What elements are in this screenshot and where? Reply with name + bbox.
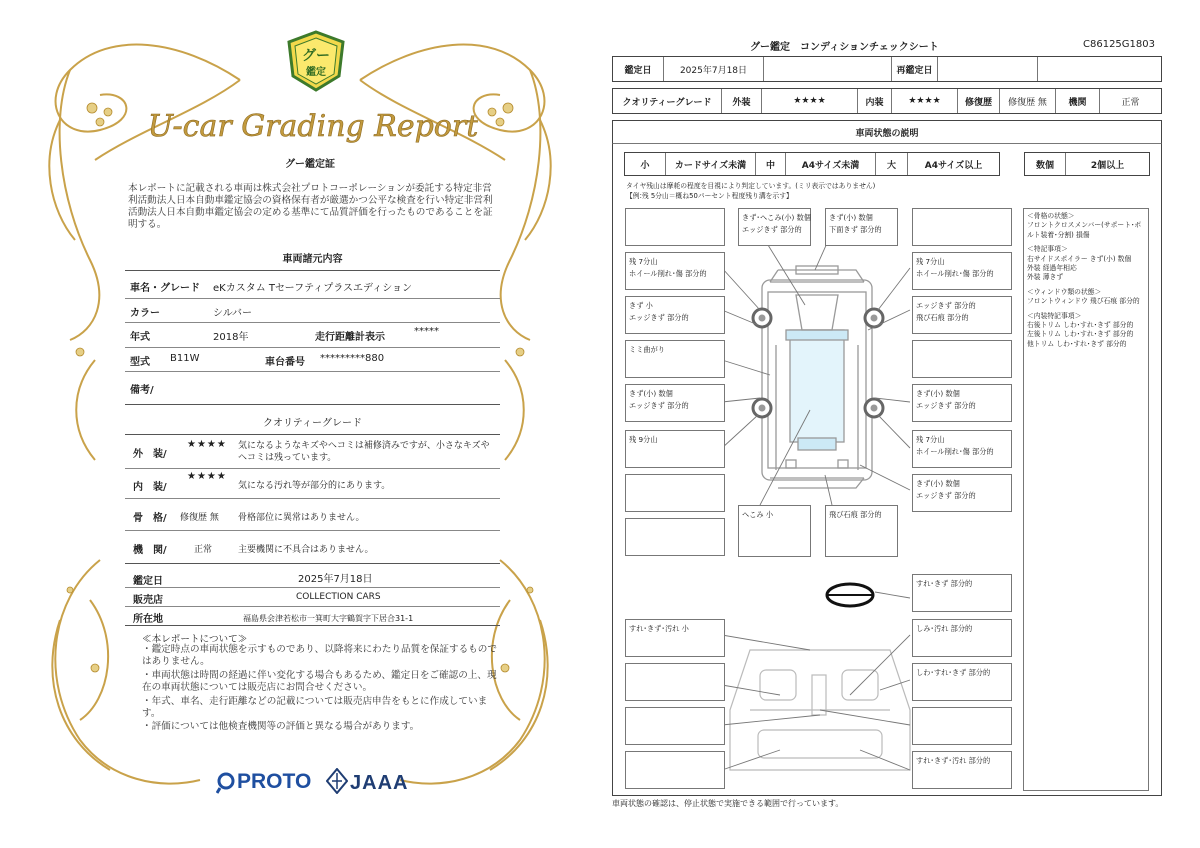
note-line: 他トリム しわ･すれ･きず 部分的 xyxy=(1027,339,1127,348)
divider xyxy=(125,587,500,588)
note-line: フロントクロスメンバー(サポート･ボルト装着･分割) 損傷 xyxy=(1027,221,1142,239)
engine-text: 主要機関に不具合はありません。 xyxy=(238,545,374,555)
exterior-stars: ★★★★ xyxy=(761,89,857,113)
reappraisal-value xyxy=(937,57,1037,81)
defect-text: エッジきず 部分的 xyxy=(742,225,802,234)
special-notes-panel xyxy=(1023,208,1149,791)
defect-text: きず(小) 数個 xyxy=(629,389,673,398)
frame-value: 修復歴 無 xyxy=(180,513,219,523)
quality-grade-label: クオリティーグレード xyxy=(622,97,712,108)
defect-text: ホイール削れ･傷 部分的 xyxy=(916,447,994,456)
quality-section-title: クオリティーグレード xyxy=(263,418,362,429)
defect-text: へこみ 小 xyxy=(742,510,774,519)
pointer-line xyxy=(875,592,910,598)
defect-box-steering xyxy=(912,574,1012,612)
address-label: 所在地 xyxy=(133,614,163,625)
proto-logo: PROTO xyxy=(237,770,312,793)
defect-text: エッジきず 部分的 xyxy=(916,401,976,410)
defect-box-interior-left-1 xyxy=(625,619,725,657)
defect-text: 残 7分山 xyxy=(629,257,658,266)
defect-box-left-1 xyxy=(625,252,725,290)
sheet-date-label: 鑑定日 xyxy=(624,65,652,76)
size-small-desc: カードサイズ未満 xyxy=(665,153,755,175)
defect-text: すれ･きず 部分的 xyxy=(916,579,973,588)
tire-note-example: 【例:残 5分山＝概ね50パーセント程度残り溝を示す】 xyxy=(626,192,793,200)
engine-value: 正常 xyxy=(194,545,213,555)
report-title-text: U-car Grading Report xyxy=(148,109,478,144)
divider xyxy=(125,563,500,564)
defect-text: エッジきず 部分的 xyxy=(916,301,976,310)
size-medium: 中 xyxy=(755,153,785,175)
defect-box-interior-right-2 xyxy=(912,663,1012,701)
note-line: 外装 経過年相応 xyxy=(1027,264,1077,273)
note-line: 右サイドスポイラー きず(小) 数個 xyxy=(1027,254,1132,263)
color-value: シルバー xyxy=(213,308,253,319)
badge-top-text: グー xyxy=(302,48,330,64)
defect-text: エッジきず 部分的 xyxy=(629,313,689,322)
defect-box xyxy=(625,474,725,512)
note-item: ・鑑定時点の車両状態を示すものであり、以降将来にわたり品質を保証するものではありません。 xyxy=(142,644,497,667)
color-label: カラー xyxy=(130,308,160,319)
defect-text: しわ･すれ･きず 部分的 xyxy=(916,668,991,677)
goo-kantei-badge-icon xyxy=(285,30,347,92)
defect-box-right-4 xyxy=(912,384,1012,422)
condition-title-bar xyxy=(612,120,1162,144)
repair-value: 修復歴 無 xyxy=(999,89,1055,113)
quality-grade-row xyxy=(612,88,1162,114)
repair-label: 修復歴 xyxy=(957,89,999,113)
defect-box-front-right xyxy=(825,208,898,246)
divider xyxy=(125,606,500,607)
interior-text: 気になる汚れ等が部分的にあります。 xyxy=(238,481,391,491)
divider xyxy=(125,530,500,531)
defect-text: きず 小 xyxy=(629,301,653,310)
defect-text: 飛び石痕 部分的 xyxy=(916,313,969,322)
notes-title: ≪本レポートについて≫ xyxy=(142,634,248,645)
defect-box-interior-right-1 xyxy=(912,619,1012,657)
defect-text: すれ･きず･汚れ 小 xyxy=(629,624,689,633)
defect-box xyxy=(625,751,725,789)
sheet-footer: 車両状態の確認は、停止状態で実施できる範囲で行っています。 xyxy=(612,799,844,808)
defect-text: エッジきず 部分的 xyxy=(629,401,689,410)
model-value: B11W xyxy=(170,353,200,364)
defect-text: 残 7分山 xyxy=(916,435,945,444)
sheet-date-value: 2025年7月18日 xyxy=(663,57,763,81)
defect-text: きず･へこみ(小) 数個 xyxy=(742,213,811,222)
note-line: ＜特記事項＞ xyxy=(1027,245,1068,254)
spec-section-title: 車両諸元内容 xyxy=(282,254,343,265)
mileage-label: 走行距離計表示 xyxy=(315,332,385,343)
appraisal-date-label: 鑑定日 xyxy=(133,576,163,587)
year-label: 年式 xyxy=(130,332,150,343)
note-line: ＜骨格の状態＞ xyxy=(1027,212,1075,220)
exterior-text: 気になるようなキズやヘコミは補修済みですが、小さなキズやヘコミは残っています。 xyxy=(238,441,490,463)
exterior-stars: ★★★★ xyxy=(187,439,227,450)
mileage-value: ***** xyxy=(414,326,439,337)
note-item: ・年式、車名、走行距離などの記載については販売店申告をもとに作成しています。 xyxy=(142,696,488,719)
defect-text: すれ･きず･汚れ 部分的 xyxy=(916,756,991,765)
defect-text: きず(小) 数個 xyxy=(916,479,960,488)
divider xyxy=(125,404,500,405)
report-intro: 本レポートに記載される車両は株式会社プロトコーポレーションが委託する特定非営利活動法人日本自動車鑑定協会の資格保有者が厳選かつ公平な検査を行い特定非営利活動法人日本自動車鑑定協会の定める基準にて品質評価を行ったものであることを証明する。 xyxy=(128,183,493,230)
note-line: ＜内装特記事項＞ xyxy=(1027,311,1082,320)
defect-box-right-1 xyxy=(912,252,1012,290)
interior-stars: ★★★★ xyxy=(187,471,227,482)
defect-text: きず(小) 数個 xyxy=(829,213,873,222)
divider xyxy=(125,347,500,348)
count-desc: 2個以上 xyxy=(1065,153,1149,175)
frame-label: 骨 格/ xyxy=(133,513,167,524)
jaaa-logo-icon xyxy=(326,768,348,794)
exterior-label: 外装 xyxy=(721,89,761,113)
size-large: 大 xyxy=(875,153,907,175)
empty-cell xyxy=(1037,57,1161,81)
note-line: ＜ウィンドウ類の状態＞ xyxy=(1027,287,1102,296)
note-item: ・評価については他検査機関等の評価と異なる場合があります。 xyxy=(142,721,420,732)
divider xyxy=(125,371,500,372)
appraisal-date-value: 2025年7月18日 xyxy=(298,574,373,585)
size-large-desc: A4サイズ以上 xyxy=(907,153,999,175)
report-script-title xyxy=(148,100,478,148)
interior-label: 内装 xyxy=(857,89,891,113)
chassis-label: 車台番号 xyxy=(265,357,305,368)
engine-label: 機 関/ xyxy=(133,545,167,556)
address-value: 福島県会津若松市一箕町大字鶴賀字下居合31-1 xyxy=(243,614,414,623)
steering-wheel-icon xyxy=(827,584,873,606)
defect-text: 残 9分山 xyxy=(629,435,658,444)
note-line: 左後トリム しわ･すれ･きず 部分的 xyxy=(1027,330,1134,339)
engine-value: 正常 xyxy=(1099,89,1161,113)
defect-box xyxy=(912,340,1012,378)
defect-box-front-left xyxy=(738,208,811,246)
defect-text: 残 7分山 xyxy=(916,257,945,266)
exterior-car-outline xyxy=(762,266,872,488)
divider xyxy=(125,322,500,323)
frame-text: 骨格部位に異常はありません。 xyxy=(238,513,365,523)
defect-box-left-4 xyxy=(625,384,725,422)
defect-box-right-5 xyxy=(912,430,1012,468)
defect-box-left-2 xyxy=(625,296,725,334)
reappraisal-label: 再鑑定日 xyxy=(891,57,937,81)
defect-box-right-2 xyxy=(912,296,1012,334)
defect-text: 飛び石痕 部分的 xyxy=(829,510,882,519)
interior-label: 内 装/ xyxy=(133,482,167,493)
defect-box xyxy=(912,208,1012,246)
note-line: 右後トリム しわ･すれ･きず 部分的 xyxy=(1027,321,1134,330)
jaaa-logo: JAAA xyxy=(350,772,409,794)
interior-stars: ★★★★ xyxy=(891,89,957,113)
exterior-label: 外 装/ xyxy=(133,449,167,460)
defect-box-interior-right-4 xyxy=(912,751,1012,789)
defect-text: エッジきず 部分的 xyxy=(916,491,976,500)
name-grade-label: 車名・グレード xyxy=(130,283,200,294)
defect-box-rear-left xyxy=(738,505,811,557)
divider xyxy=(125,270,500,271)
defect-box-rear-right xyxy=(825,505,898,557)
defect-text: ミミ曲がり xyxy=(629,345,665,354)
defect-text: しみ･汚れ 部分的 xyxy=(916,624,973,633)
size-medium-desc: A4サイズ未満 xyxy=(785,153,875,175)
defect-text: ホイール削れ･傷 部分的 xyxy=(916,269,994,278)
defect-box-right-6 xyxy=(912,474,1012,512)
badge-bottom-text: 鑑定 xyxy=(306,67,326,78)
report-heading: グー鑑定証 xyxy=(285,159,335,170)
divider xyxy=(125,498,500,499)
defect-text: 下面きず 部分的 xyxy=(829,225,882,234)
defect-text: ホイール削れ･傷 部分的 xyxy=(629,269,707,278)
year-value: 2018年 xyxy=(213,332,249,343)
chassis-value: *********880 xyxy=(320,353,385,364)
appraisal-date-row xyxy=(612,56,1162,82)
model-label: 型式 xyxy=(130,357,150,368)
defect-box xyxy=(625,208,725,246)
defect-box-left-3 xyxy=(625,340,725,378)
defect-box xyxy=(625,518,725,556)
engine-label: 機関 xyxy=(1055,89,1099,113)
defect-box xyxy=(912,707,1012,745)
note-line: フロントウィンドウ 飛び石痕 部分的 xyxy=(1027,297,1140,306)
dealer-label: 販売店 xyxy=(133,595,163,606)
defect-box xyxy=(625,663,725,701)
note-line: 外装 薄きず xyxy=(1027,273,1064,282)
remarks-label: 備考/ xyxy=(130,385,154,396)
condition-title: 車両状態の説明 xyxy=(855,128,919,139)
dealer-value: COLLECTION CARS xyxy=(296,592,381,602)
sheet-title: グー鑑定 コンディションチェックシート xyxy=(750,42,939,53)
sheet-code: C86125G1803 xyxy=(1083,39,1155,50)
divider xyxy=(125,625,500,626)
note-item: ・車両状態は時間の経過に伴い変化する場合もあるため、鑑定日をご確認の上、現在の車両状態については販売店にお問合せください。 xyxy=(142,670,497,693)
empty-cell xyxy=(763,57,891,81)
divider xyxy=(125,468,500,469)
defect-box-left-5 xyxy=(625,430,725,468)
defect-text: きず(小) 数個 xyxy=(916,389,960,398)
size-small: 小 xyxy=(640,160,650,171)
divider xyxy=(125,434,500,435)
defect-box xyxy=(625,707,725,745)
name-grade-value: eKカスタム Tセーフティプラスエディション xyxy=(213,283,412,294)
count-label: 数個 xyxy=(1035,160,1054,171)
divider xyxy=(125,298,500,299)
count-legend xyxy=(1024,152,1150,176)
tire-note: タイヤ残山は摩耗の程度を目視により判定しています。(ミリ表示ではありません) xyxy=(626,182,876,190)
